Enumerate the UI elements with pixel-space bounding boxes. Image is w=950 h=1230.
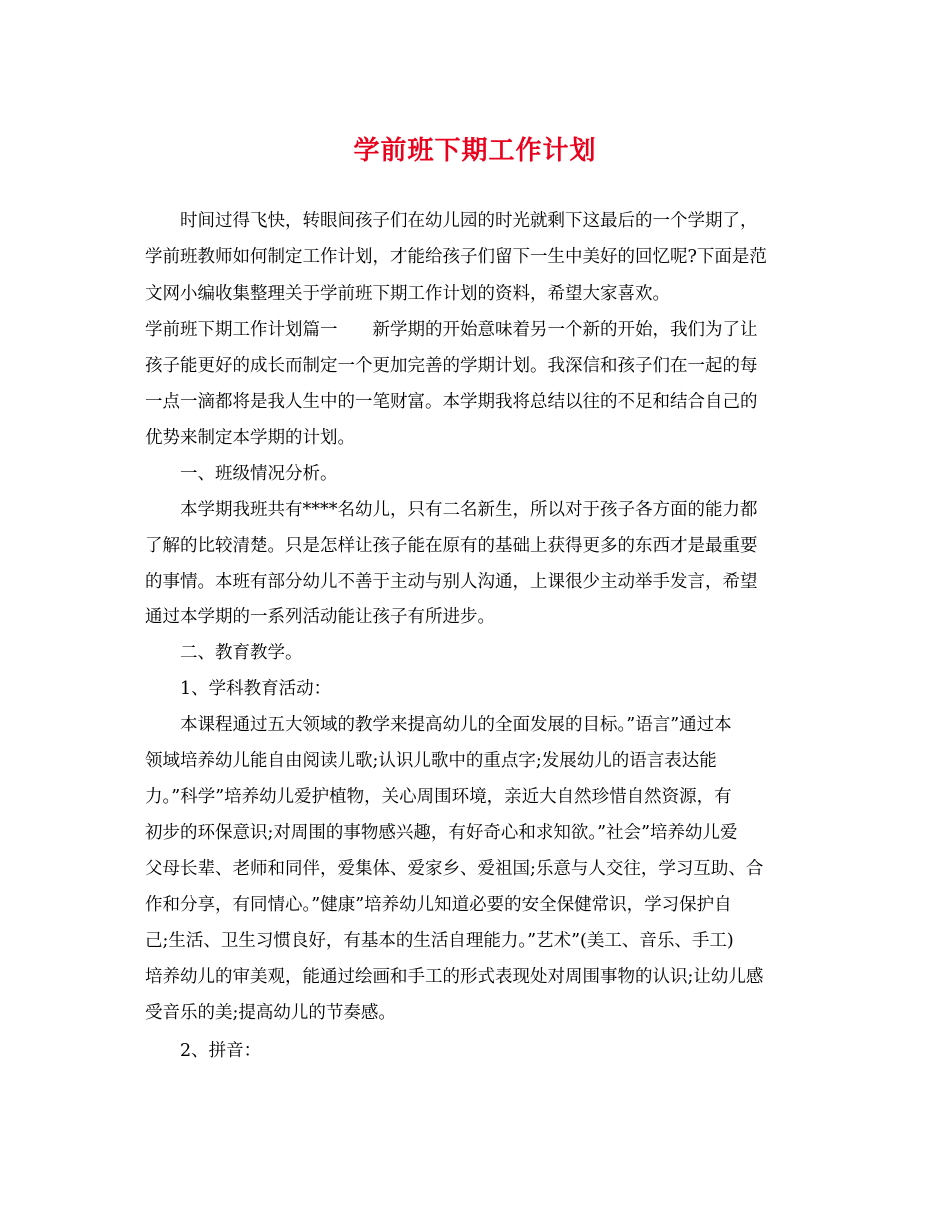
paragraph-line: 己;生活、卫生习惯良好，有基本的生活自理能力。”艺术”(美工、音乐、手工) bbox=[145, 931, 734, 951]
subsection-heading: 1、学科教育活动： bbox=[180, 679, 332, 699]
paragraph-line: 学前班教师如何制定工作计划，才能给孩子们留下一生中美好的回忆呢?下面是范 bbox=[145, 247, 767, 267]
paragraph-line: 力。”科学”培养幼儿爱护植物，关心周围环境，亲近大自然珍惜自然资源，有 bbox=[145, 787, 732, 807]
paragraph-line: 初步的环保意识;对周围的事物感兴趣，有好奇心和求知欲。”社会”培养幼儿爱 bbox=[145, 823, 738, 843]
paragraph-line: 了解的比较清楚。只是怎样让孩子能在原有的基础上获得更多的东西才是最重要 bbox=[145, 536, 758, 556]
paragraph-line: 领域培养幼儿能自由阅读儿歌;认识儿歌中的重点字;发展幼儿的语言表达能 bbox=[145, 751, 717, 771]
section-heading: 二、教育教学。 bbox=[180, 643, 303, 663]
document-title: 学前班下期工作计划 bbox=[353, 136, 597, 166]
subsection-heading: 2、拼音： bbox=[180, 1041, 262, 1061]
paragraph-line: 学前班下期工作计划篇一 新学期的开始意味着另一个新的开始，我们为了让 bbox=[145, 320, 758, 340]
paragraph-line: 本课程通过五大领域的教学来提高幼儿的全面发展的目标。”语言”通过本 bbox=[180, 715, 732, 735]
paragraph-line: 孩子能更好的成长而制定一个更加完善的学期计划。我深信和孩子们在一起的每 bbox=[145, 356, 758, 376]
paragraph-line: 父母长辈、老师和同伴，爱集体、爱家乡、爱祖国;乐意与人交往，学习互助、合 bbox=[145, 859, 764, 879]
paragraph-line: 一点一滴都将是我人生中的一笔财富。本学期我将总结以往的不足和结合自己的 bbox=[145, 392, 758, 412]
paragraph-line: 优势来制定本学期的计划。 bbox=[145, 428, 355, 448]
paragraph-line: 本学期我班共有****名幼儿，只有二名新生，所以对于孩子各方面的能力都 bbox=[180, 500, 758, 520]
paragraph-line: 受音乐的美;提高幼儿的节奏感。 bbox=[145, 1003, 396, 1023]
paragraph-line: 时间过得飞快，转眼间孩子们在幼儿园的时光就剩下这最后的一个学期了， bbox=[180, 211, 758, 231]
paragraph-line: 文网小编收集整理关于学前班下期工作计划的资料，希望大家喜欢。 bbox=[145, 284, 670, 304]
paragraph-line: 的事情。本班有部分幼儿不善于主动与别人沟通，上课很少主动举手发言，希望 bbox=[145, 572, 758, 592]
section-heading: 一、班级情况分析。 bbox=[180, 464, 338, 484]
paragraph-line: 通过本学期的一系列活动能让孩子有所进步。 bbox=[145, 607, 495, 627]
paragraph-line: 培养幼儿的审美观，能通过绘画和手工的形式表现处对周围事物的认识;让幼儿感 bbox=[145, 967, 764, 987]
paragraph-line: 作和分享，有同情心。”健康”培养幼儿知道必要的安全保健常识，学习保护自 bbox=[145, 895, 732, 915]
